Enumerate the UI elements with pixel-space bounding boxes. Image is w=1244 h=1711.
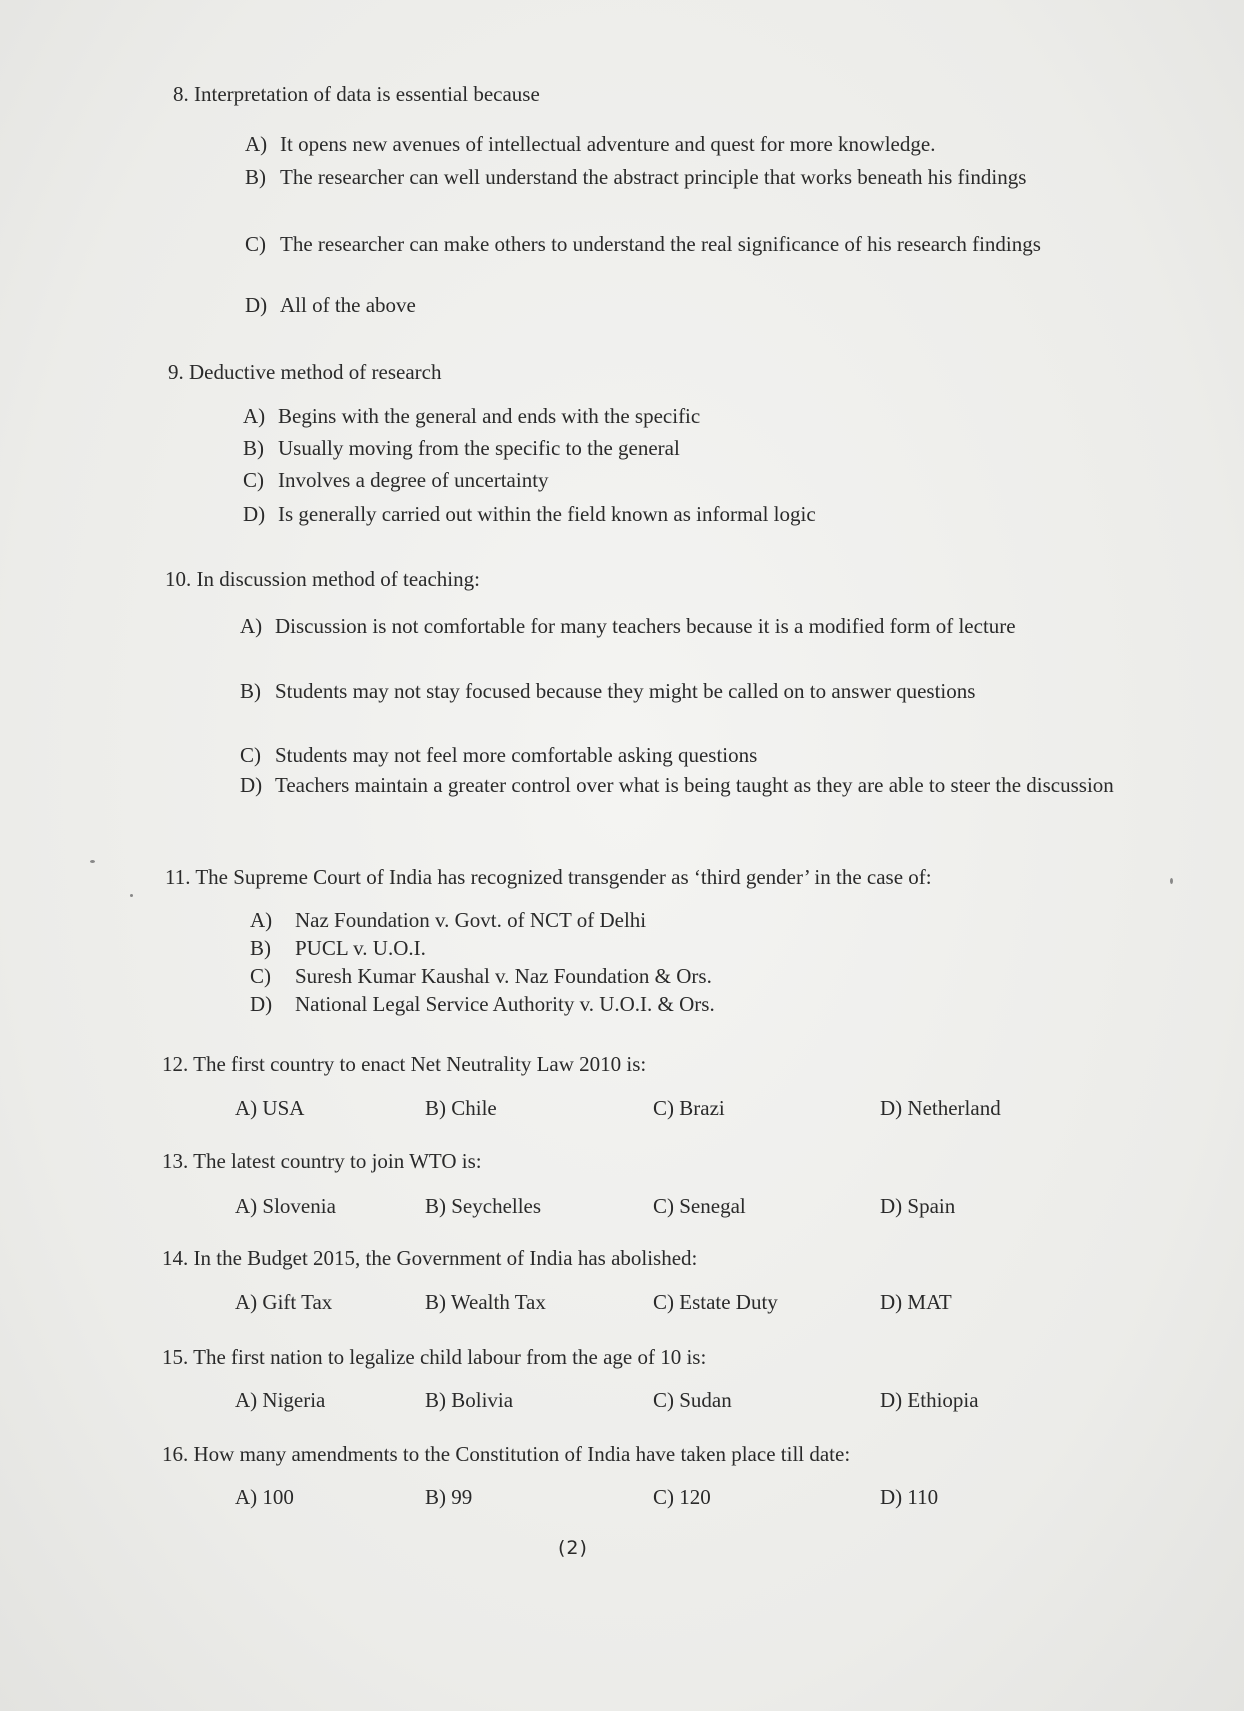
question-12-option-b: B) Chile — [425, 1096, 497, 1120]
question-13-option-b: B) Seychelles — [425, 1194, 542, 1218]
question-9-stem: 9. Deductive method of research — [168, 360, 442, 384]
question-14-option-d: D) MAT — [880, 1290, 952, 1314]
question-14-option-c: C) Estate Duty — [653, 1290, 778, 1314]
exam-page: 8. Interpretation of data is essential because A) It opens new avenues of intellectual adventure and quest for more knowledge. B) The researcher can well understand the abstract principle that works beneath his findings C) The researcher can make others to understand the real significance of his research findings D) All of the above 9. Deductive method of research A) Begins with the general and ends with the specific B) Usually moving from the specific to the general C) Involves a degree of uncertainty D) Is generally carried out within the field known as informal logic 10. In discussion method of teaching: A) Discussion is not comfortable for many teachers because it is a modified form of lecture B) Students may not stay focused because they might be called on to answer questions C) Students may not feel more comfortable asking questions D) Teachers maintain a greater control over what is being taught as they are able to steer the discussion 11. The Supreme Court of India has recognized transgender as ‘third gender’ in the case of: A) Naz Foundation v. Govt. of NCT of Delhi B) PUCL v. U.O.I. C) Suresh Kumar Kaushal v. Naz Foundation & Ors. D) National Legal Service Authority v. U.O.I. & Ors. 12. The first country to enact Net Neutrality Law 2010 is: A) USA B) Chile C) Brazi D) Netherland 13. The latest country to join WTO is: A) Slovenia B) Seychelles C) Senegal D) Spain 14. In the Budget 2015, the Government of India has abolished: A) Gift Tax B) Wealth Tax C) Estate Duty D) MAT 15. The first nation to legalize child labour from the age of 10 is: A) Nigeria B) Bolivia C) Sudan D) Ethiopia 16. How many amendments to the Constitution of India have taken place till date: A) 100 B) 99 C) 120 D) 110 (2) — [0, 0, 1244, 1711]
question-12-option-a: A) USA — [235, 1096, 305, 1120]
question-11-stem: 11. The Supreme Court of India has recognized transgender as ‘third gender’ in the case of: — [165, 865, 932, 889]
question-14-stem: 14. In the Budget 2015, the Government of India has abolished: — [162, 1246, 698, 1270]
question-15-option-b: B) Bolivia — [425, 1388, 514, 1412]
question-8-stem: 8. Interpretation of data is essential because — [173, 82, 540, 106]
question-13-stem: 13. The latest country to join WTO is: — [162, 1149, 482, 1173]
question-13-option-a: A) Slovenia — [235, 1194, 336, 1218]
question-15-option-d: D) Ethiopia — [880, 1388, 979, 1412]
question-14-option-b: B) Wealth Tax — [425, 1290, 546, 1314]
question-15-option-c: C) Sudan — [653, 1388, 732, 1412]
question-12-option-d: D) Netherland — [880, 1096, 1001, 1120]
question-14-option-a: A) Gift Tax — [235, 1290, 333, 1314]
question-16-option-a: A) 100 — [235, 1485, 294, 1509]
question-15-option-a: A) Nigeria — [235, 1388, 326, 1412]
page-number: (2) — [558, 1537, 588, 1559]
scan-speck — [90, 860, 95, 863]
question-16-option-c: C) 120 — [653, 1485, 711, 1509]
question-16-option-d: D) 110 — [880, 1485, 939, 1509]
question-15-stem: 15. The first nation to legalize child labour from the age of 10 is: — [162, 1345, 707, 1369]
question-13-option-d: D) Spain — [880, 1194, 956, 1218]
question-12-option-c: C) Brazi — [653, 1096, 725, 1120]
question-13-option-c: C) Senegal — [653, 1194, 746, 1218]
scan-speck — [130, 894, 133, 897]
question-12-stem: 12. The first country to enact Net Neutrality Law 2010 is: — [162, 1052, 647, 1076]
question-10-stem: 10. In discussion method of teaching: — [165, 567, 480, 591]
scan-speck — [1170, 878, 1173, 884]
question-16-stem: 16. How many amendments to the Constitution of India have taken place till date: — [162, 1442, 851, 1466]
question-16-option-b: B) 99 — [425, 1485, 473, 1509]
